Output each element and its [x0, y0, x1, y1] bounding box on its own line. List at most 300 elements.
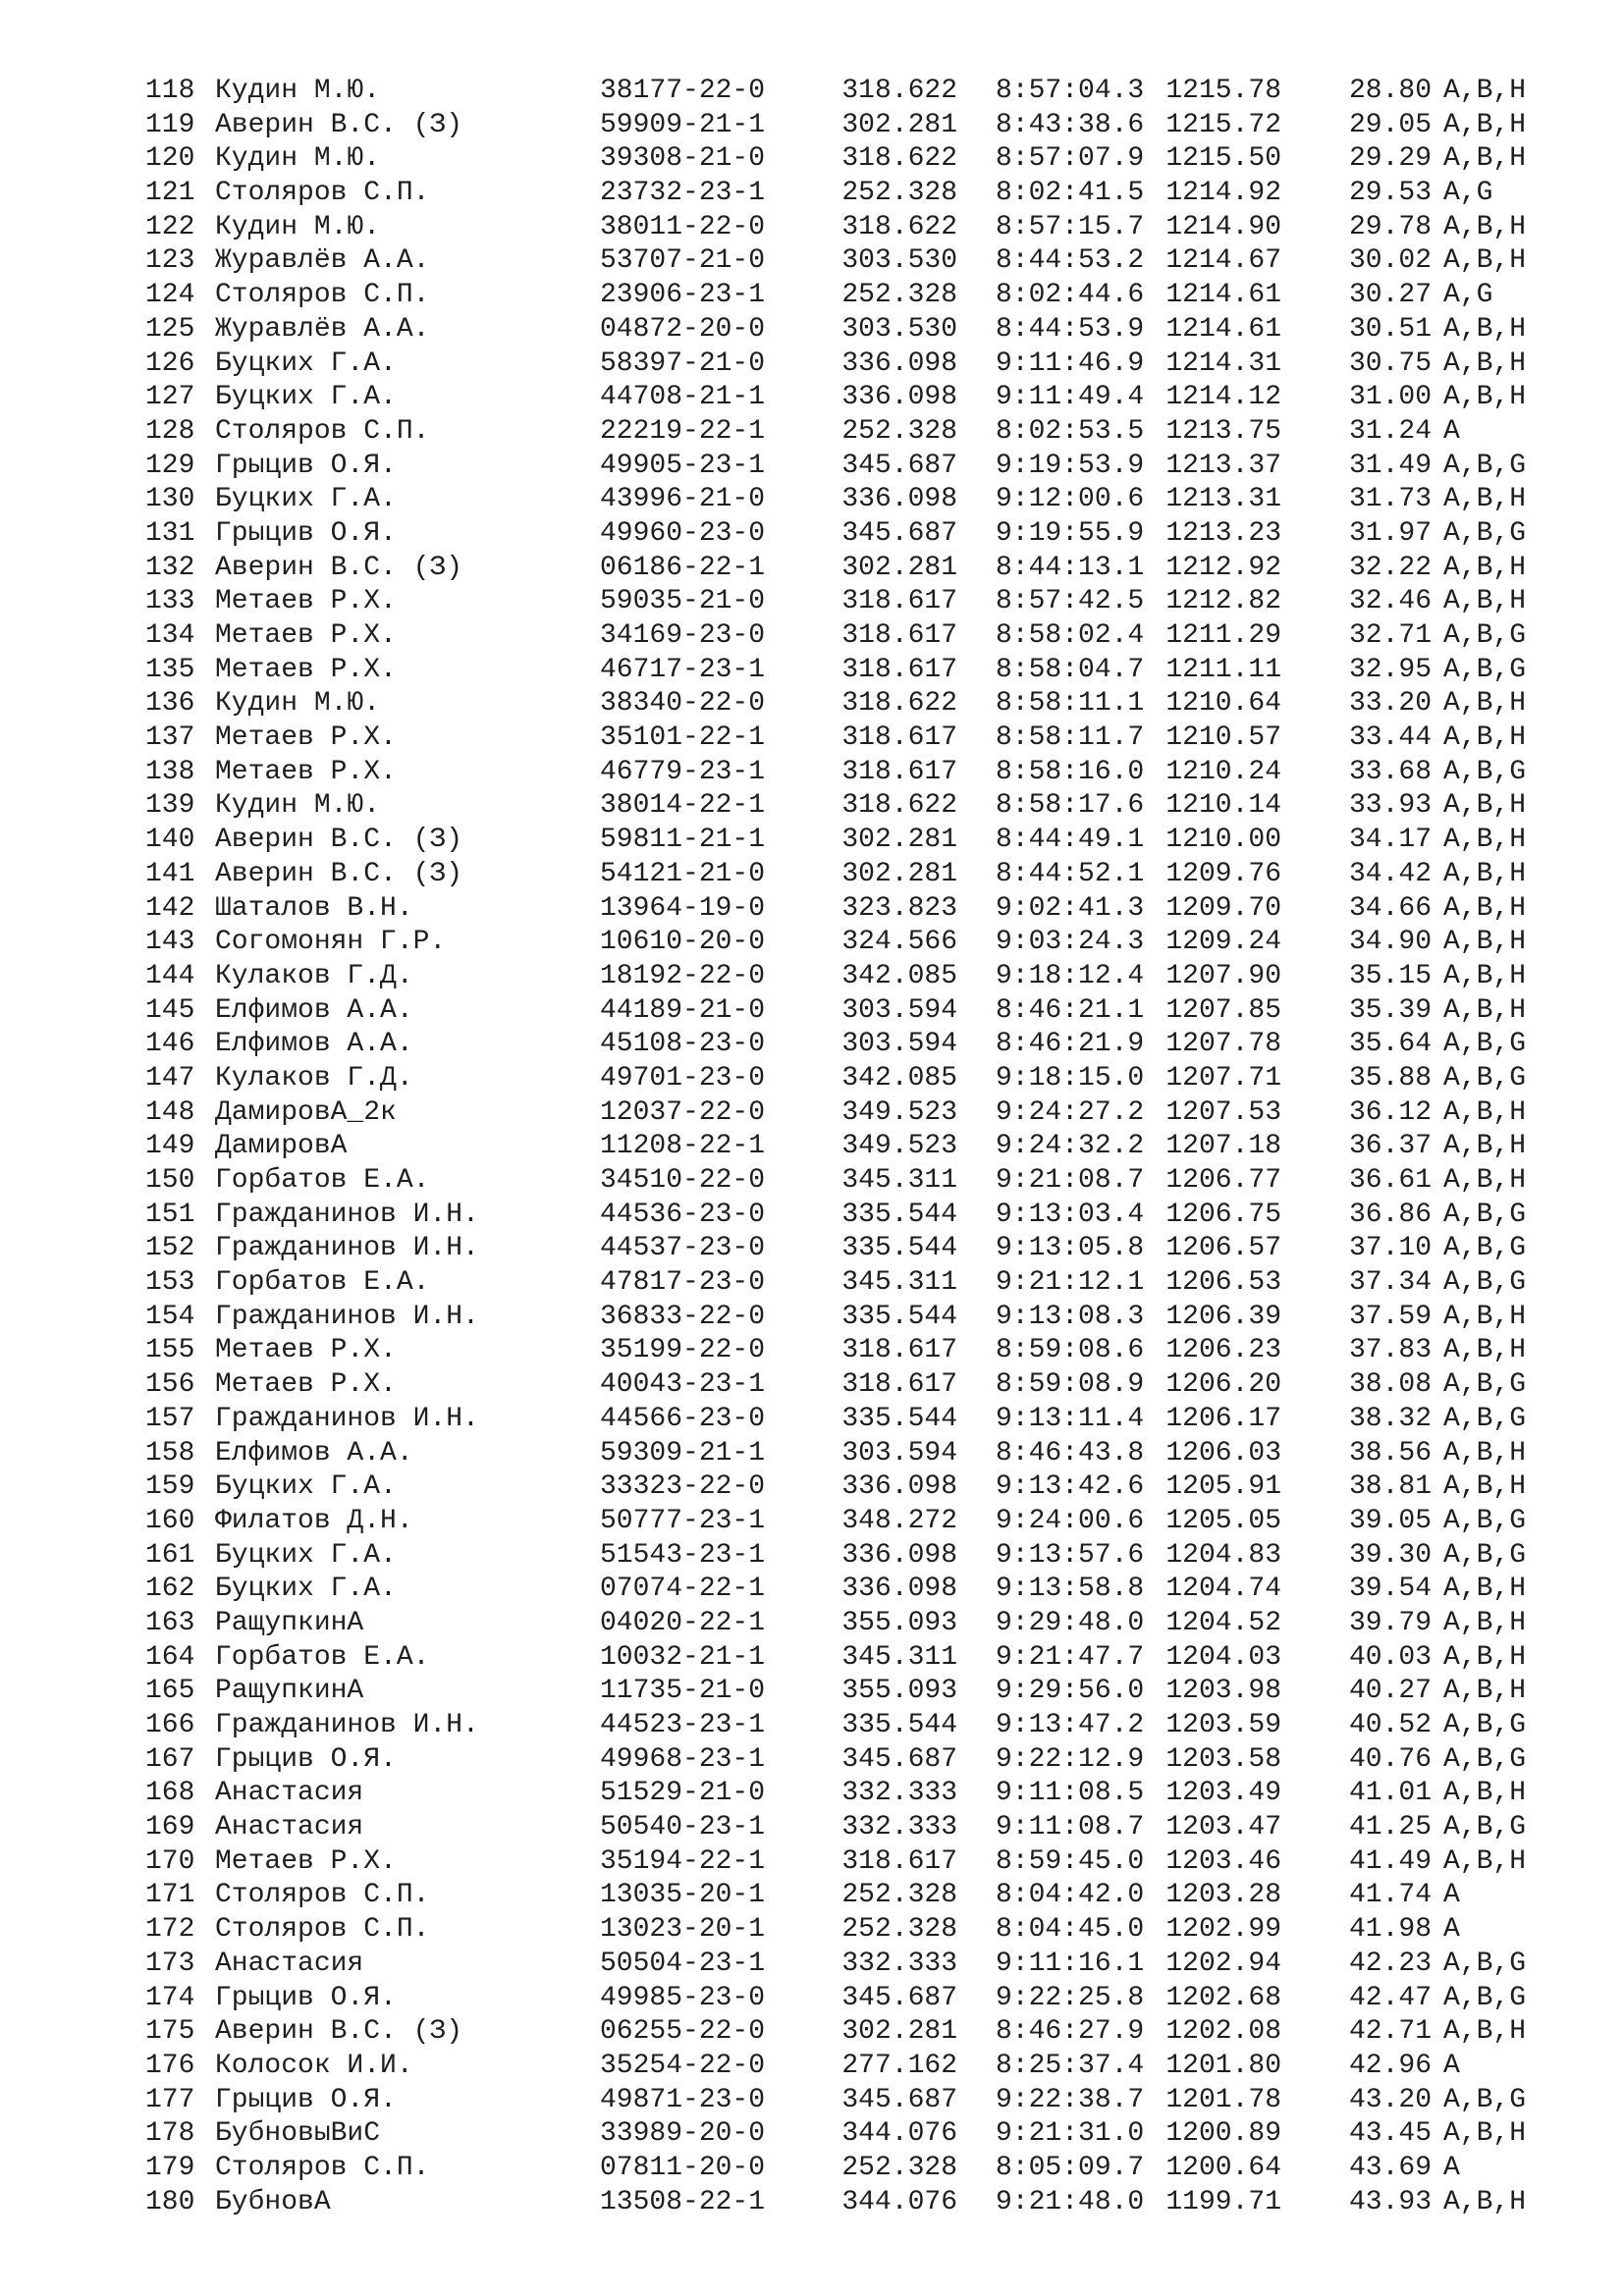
fancier-name: ДамировА_2к [215, 1096, 397, 1128]
category-codes: A,B,H [1443, 2186, 1527, 2217]
table-row [145, 1641, 1559, 1676]
table-row [145, 1301, 1559, 1335]
coefficient-value: 35.64 [1348, 1029, 1432, 1060]
arrival-time: 9:24:27.2 [996, 1096, 1145, 1128]
category-codes: A,B,H [1443, 722, 1527, 754]
fancier-name: Столяров С.П. [215, 2152, 430, 2183]
ring-number: 35199-22-0 [600, 1335, 766, 1366]
place-number: 121 [145, 178, 195, 209]
arrival-time: 8:57:15.7 [996, 211, 1145, 242]
arrival-time: 8:46:27.9 [996, 2016, 1145, 2048]
speed-value: 1206.39 [1165, 1301, 1281, 1332]
category-codes: A,B,H [1443, 1131, 1527, 1162]
speed-value: 1214.31 [1165, 347, 1281, 379]
arrival-time: 9:22:25.8 [996, 1982, 1145, 2013]
table-row [145, 75, 1559, 109]
fancier-name: Журавлёв А.А. [215, 245, 430, 277]
speed-value: 1215.78 [1165, 76, 1281, 106]
place-number: 176 [145, 2050, 195, 2081]
category-codes: A,B,H [1443, 2118, 1527, 2150]
fancier-name: ДамировА [215, 1131, 348, 1162]
table-row [145, 483, 1559, 517]
speed-value: 1207.18 [1165, 1131, 1281, 1162]
speed-value: 1205.91 [1165, 1471, 1281, 1503]
fancier-name: Гражданинов И.Н. [215, 1233, 479, 1264]
category-codes: A [1443, 2152, 1460, 2183]
speed-value: 1214.61 [1165, 280, 1281, 311]
arrival-time: 9:13:42.6 [996, 1471, 1145, 1503]
table-row [145, 109, 1559, 143]
ring-number: 59035-21-0 [600, 586, 766, 617]
distance-value: 348.272 [841, 1505, 957, 1536]
place-number: 169 [145, 1812, 195, 1843]
coefficient-value: 40.76 [1348, 1743, 1432, 1775]
speed-value: 1206.57 [1165, 1233, 1281, 1264]
coefficient-value: 33.44 [1348, 722, 1432, 754]
table-row [145, 2050, 1559, 2084]
coefficient-value: 34.66 [1348, 892, 1432, 924]
fancier-name: Метаев Р.Х. [215, 654, 397, 685]
distance-value: 336.098 [841, 1471, 957, 1503]
fancier-name: Журавлёв А.А. [215, 313, 430, 345]
coefficient-value: 28.80 [1348, 76, 1432, 106]
place-number: 122 [145, 211, 195, 242]
arrival-time: 9:02:41.3 [996, 892, 1145, 924]
distance-value: 332.333 [841, 1948, 957, 1979]
table-row [145, 1879, 1559, 1913]
coefficient-value: 30.75 [1348, 347, 1432, 379]
table-row [145, 1368, 1559, 1403]
table-row [145, 654, 1559, 688]
distance-value: 303.594 [841, 1437, 957, 1468]
category-codes: A [1443, 1880, 1460, 1911]
fancier-name: Буцких Г.А. [215, 382, 397, 413]
table-row [145, 211, 1559, 245]
table-row [145, 994, 1559, 1029]
coefficient-value: 31.97 [1348, 517, 1432, 549]
fancier-name: Метаев Р.Х. [215, 1845, 397, 1877]
fancier-name: Кудин М.Ю. [215, 143, 381, 175]
coefficient-value: 37.10 [1348, 1233, 1432, 1264]
fancier-name: Кудин М.Ю. [215, 688, 381, 720]
place-number: 156 [145, 1369, 195, 1401]
distance-value: 335.544 [841, 1301, 957, 1332]
category-codes: A,B,H [1443, 143, 1527, 175]
ring-number: 10032-21-1 [600, 1641, 766, 1673]
fancier-name: Грыцив О.Я. [215, 1982, 397, 2013]
speed-value: 1207.71 [1165, 1062, 1281, 1094]
category-codes: A,B,H [1443, 552, 1527, 583]
fancier-name: Анастасия [215, 1778, 364, 1809]
ring-number: 12037-22-0 [600, 1096, 766, 1128]
coefficient-value: 38.56 [1348, 1437, 1432, 1468]
category-codes: A,B,G [1443, 1062, 1527, 1094]
table-row [145, 1982, 1559, 2016]
arrival-time: 9:24:32.2 [996, 1131, 1145, 1162]
arrival-time: 8:46:21.1 [996, 994, 1145, 1026]
coefficient-value: 29.29 [1348, 143, 1432, 175]
speed-value: 1202.94 [1165, 1948, 1281, 1979]
fancier-name: Аверин В.С. (З) [215, 858, 463, 889]
coefficient-value: 38.08 [1348, 1369, 1432, 1401]
distance-value: 303.530 [841, 313, 957, 345]
fancier-name: Аверин В.С. (З) [215, 825, 463, 856]
place-number: 174 [145, 1982, 195, 2013]
table-row [145, 1470, 1559, 1505]
speed-value: 1207.85 [1165, 994, 1281, 1026]
distance-value: 355.093 [841, 1676, 957, 1707]
ring-number: 23906-23-1 [600, 280, 766, 311]
arrival-time: 8:46:43.8 [996, 1437, 1145, 1468]
coefficient-value: 31.73 [1348, 484, 1432, 515]
distance-value: 349.523 [841, 1096, 957, 1128]
distance-value: 345.311 [841, 1641, 957, 1673]
distance-value: 318.622 [841, 211, 957, 242]
fancier-name: Елфимов А.А. [215, 994, 413, 1026]
fancier-name: Гражданинов И.Н. [215, 1710, 479, 1740]
ring-number: 46779-23-1 [600, 756, 766, 787]
category-codes: A,B,G [1443, 1369, 1527, 1401]
distance-value: 345.311 [841, 1165, 957, 1196]
arrival-time: 8:04:45.0 [996, 1914, 1145, 1946]
category-codes: A,B,H [1443, 1096, 1527, 1128]
speed-value: 1209.70 [1165, 892, 1281, 924]
speed-value: 1199.71 [1165, 2186, 1281, 2217]
coefficient-value: 37.83 [1348, 1335, 1432, 1366]
distance-value: 342.085 [841, 1062, 957, 1094]
speed-value: 1203.28 [1165, 1880, 1281, 1911]
ring-number: 33323-22-0 [600, 1471, 766, 1503]
ring-number: 33989-20-0 [600, 2118, 766, 2150]
speed-value: 1206.23 [1165, 1335, 1281, 1366]
distance-value: 345.687 [841, 2084, 957, 2115]
distance-value: 342.085 [841, 960, 957, 991]
coefficient-value: 43.93 [1348, 2186, 1432, 2217]
category-codes: A,B,G [1443, 1233, 1527, 1264]
distance-value: 323.823 [841, 892, 957, 924]
category-codes: A [1443, 2050, 1460, 2081]
fancier-name: Столяров С.П. [215, 280, 430, 311]
place-number: 173 [145, 1948, 195, 1979]
fancier-name: Кудин М.Ю. [215, 790, 381, 822]
fancier-name: Столяров С.П. [215, 178, 430, 209]
place-number: 153 [145, 1267, 195, 1299]
category-codes: A,B,H [1443, 1676, 1527, 1707]
distance-value: 355.093 [841, 1607, 957, 1638]
arrival-time: 8:46:21.9 [996, 1029, 1145, 1060]
distance-value: 302.281 [841, 858, 957, 889]
table-row [145, 1437, 1559, 1471]
category-codes: A,B,H [1443, 347, 1527, 379]
coefficient-value: 35.39 [1348, 994, 1432, 1026]
speed-value: 1209.24 [1165, 927, 1281, 958]
arrival-time: 9:22:12.9 [996, 1743, 1145, 1775]
distance-value: 318.617 [841, 722, 957, 754]
category-codes: A,B,G [1443, 1029, 1527, 1060]
fancier-name: Буцких Г.А. [215, 1471, 397, 1503]
coefficient-value: 32.95 [1348, 654, 1432, 685]
fancier-name: РащупкинА [215, 1676, 364, 1707]
category-codes: A,B,H [1443, 586, 1527, 617]
ring-number: 53707-21-0 [600, 245, 766, 277]
coefficient-value: 32.22 [1348, 552, 1432, 583]
coefficient-value: 40.52 [1348, 1710, 1432, 1740]
fancier-name: Гражданинов И.Н. [215, 1403, 479, 1434]
fancier-name: Метаев Р.Х. [215, 722, 397, 754]
coefficient-value: 42.96 [1348, 2050, 1432, 2081]
distance-value: 252.328 [841, 1914, 957, 1946]
table-row [145, 1573, 1559, 1607]
arrival-time: 9:19:53.9 [996, 450, 1145, 481]
coefficient-value: 40.27 [1348, 1676, 1432, 1707]
speed-value: 1204.03 [1165, 1641, 1281, 1673]
fancier-name: Аверин В.С. (З) [215, 552, 463, 583]
distance-value: 324.566 [841, 927, 957, 958]
category-codes: A,B,G [1443, 620, 1527, 651]
distance-value: 303.594 [841, 994, 957, 1026]
category-codes: A,B,H [1443, 892, 1527, 924]
category-codes: A,B,H [1443, 858, 1527, 889]
coefficient-value: 34.90 [1348, 927, 1432, 958]
place-number: 159 [145, 1471, 195, 1503]
table-row [145, 926, 1559, 960]
ring-number: 49871-23-0 [600, 2084, 766, 2115]
place-number: 177 [145, 2084, 195, 2115]
place-number: 133 [145, 586, 195, 617]
arrival-time: 8:25:37.4 [996, 2050, 1145, 2081]
fancier-name: Кудин М.Ю. [215, 76, 381, 106]
place-number: 139 [145, 790, 195, 822]
category-codes: A,B,H [1443, 211, 1527, 242]
distance-value: 336.098 [841, 347, 957, 379]
ring-number: 10610-20-0 [600, 927, 766, 958]
distance-value: 335.544 [841, 1403, 957, 1434]
ring-number: 39308-21-0 [600, 143, 766, 175]
fancier-name: Горбатов Е.А. [215, 1165, 430, 1196]
speed-value: 1206.75 [1165, 1199, 1281, 1230]
coefficient-value: 29.78 [1348, 211, 1432, 242]
ring-number: 07074-22-1 [600, 1574, 766, 1605]
ring-number: 44536-23-0 [600, 1199, 766, 1230]
table-row [145, 1709, 1559, 1743]
ring-number: 36833-22-0 [600, 1301, 766, 1332]
arrival-time: 9:22:38.7 [996, 2084, 1145, 2115]
arrival-time: 9:13:05.8 [996, 1233, 1145, 1264]
table-row [145, 1811, 1559, 1845]
category-codes: A,B,G [1443, 654, 1527, 685]
speed-value: 1210.64 [1165, 688, 1281, 720]
category-codes: A,B,G [1443, 1710, 1527, 1740]
table-row [145, 2084, 1559, 2118]
category-codes: A,B,H [1443, 1574, 1527, 1605]
distance-value: 336.098 [841, 1539, 957, 1571]
coefficient-value: 30.27 [1348, 280, 1432, 311]
category-codes: A,G [1443, 280, 1493, 311]
fancier-name: Аверин В.С. (З) [215, 109, 463, 140]
ring-number: 38014-22-1 [600, 790, 766, 822]
arrival-time: 8:44:49.1 [996, 825, 1145, 856]
category-codes: A,B,G [1443, 1199, 1527, 1230]
place-number: 175 [145, 2016, 195, 2048]
place-number: 146 [145, 1029, 195, 1060]
ring-number: 51529-21-0 [600, 1778, 766, 1809]
coefficient-value: 41.01 [1348, 1778, 1432, 1809]
place-number: 180 [145, 2186, 195, 2217]
ring-number: 54121-21-0 [600, 858, 766, 889]
distance-value: 318.622 [841, 688, 957, 720]
fancier-name: Буцких Г.А. [215, 1574, 397, 1605]
category-codes: A,B,G [1443, 1267, 1527, 1299]
place-number: 129 [145, 450, 195, 481]
place-number: 126 [145, 347, 195, 379]
table-row [145, 585, 1559, 619]
category-codes: A,B,G [1443, 1403, 1527, 1434]
distance-value: 318.622 [841, 790, 957, 822]
distance-value: 277.162 [841, 2050, 957, 2081]
speed-value: 1200.89 [1165, 2118, 1281, 2150]
place-number: 155 [145, 1335, 195, 1366]
coefficient-value: 37.34 [1348, 1267, 1432, 1299]
ring-number: 18192-22-0 [600, 960, 766, 991]
table-row [145, 756, 1559, 790]
ring-number: 04872-20-0 [600, 313, 766, 345]
table-row [145, 279, 1559, 313]
table-row [145, 2186, 1559, 2220]
speed-value: 1204.74 [1165, 1574, 1281, 1605]
place-number: 132 [145, 552, 195, 583]
category-codes: A,B,G [1443, 1948, 1527, 1979]
table-row [145, 1164, 1559, 1199]
ring-number: 13508-22-1 [600, 2186, 766, 2217]
fancier-name: БубновыВиС [215, 2118, 381, 2150]
table-row [145, 1607, 1559, 1641]
table-row [145, 1675, 1559, 1709]
ring-number: 49701-23-0 [600, 1062, 766, 1094]
category-codes: A,B,G [1443, 1743, 1527, 1775]
fancier-name: Столяров С.П. [215, 415, 430, 447]
category-codes: A,B,H [1443, 382, 1527, 413]
speed-value: 1203.49 [1165, 1778, 1281, 1809]
fancier-name: Колосок И.И. [215, 2050, 413, 2081]
arrival-time: 8:59:08.6 [996, 1335, 1145, 1366]
distance-value: 318.617 [841, 1845, 957, 1877]
table-row [145, 2015, 1559, 2050]
place-number: 128 [145, 415, 195, 447]
speed-value: 1210.57 [1165, 722, 1281, 754]
coefficient-value: 35.15 [1348, 960, 1432, 991]
distance-value: 302.281 [841, 825, 957, 856]
place-number: 118 [145, 76, 195, 106]
distance-value: 336.098 [841, 382, 957, 413]
table-row [145, 313, 1559, 347]
fancier-name: Согомонян Г.Р. [215, 927, 447, 958]
arrival-time: 9:11:46.9 [996, 347, 1145, 379]
fancier-name: Кулаков Г.Д. [215, 1062, 413, 1094]
coefficient-value: 39.30 [1348, 1539, 1432, 1571]
category-codes: A,G [1443, 178, 1493, 209]
speed-value: 1213.37 [1165, 450, 1281, 481]
coefficient-value: 38.81 [1348, 1471, 1432, 1503]
coefficient-value: 43.69 [1348, 2152, 1432, 2183]
table-row [145, 1777, 1559, 1811]
ring-number: 59309-21-1 [600, 1437, 766, 1468]
place-number: 157 [145, 1403, 195, 1434]
speed-value: 1210.14 [1165, 790, 1281, 822]
place-number: 134 [145, 620, 195, 651]
speed-value: 1207.78 [1165, 1029, 1281, 1060]
place-number: 179 [145, 2152, 195, 2183]
ring-number: 06186-22-1 [600, 552, 766, 583]
place-number: 142 [145, 892, 195, 924]
category-codes: A,B,H [1443, 1845, 1527, 1877]
place-number: 130 [145, 484, 195, 515]
coefficient-value: 31.49 [1348, 450, 1432, 481]
ring-number: 22219-22-1 [600, 415, 766, 447]
arrival-time: 8:44:53.9 [996, 313, 1145, 345]
fancier-name: Столяров С.П. [215, 1914, 430, 1946]
fancier-name: БубновА [215, 2186, 331, 2217]
coefficient-value: 34.42 [1348, 858, 1432, 889]
fancier-name: Анастасия [215, 1812, 364, 1843]
place-number: 178 [145, 2118, 195, 2150]
fancier-name: Гражданинов И.Н. [215, 1199, 479, 1230]
table-row [145, 347, 1559, 382]
arrival-time: 8:02:41.5 [996, 178, 1145, 209]
distance-value: 302.281 [841, 552, 957, 583]
category-codes: A,B,H [1443, 1607, 1527, 1638]
arrival-time: 8:44:13.1 [996, 552, 1145, 583]
ring-number: 43996-21-0 [600, 484, 766, 515]
ring-number: 44537-23-0 [600, 1233, 766, 1264]
coefficient-value: 39.54 [1348, 1574, 1432, 1605]
coefficient-value: 36.37 [1348, 1131, 1432, 1162]
place-number: 164 [145, 1641, 195, 1673]
table-row [145, 2117, 1559, 2152]
ring-number: 13035-20-1 [600, 1880, 766, 1911]
place-number: 158 [145, 1437, 195, 1468]
category-codes: A,B,H [1443, 825, 1527, 856]
arrival-time: 9:21:31.0 [996, 2118, 1145, 2150]
category-codes: A,B,H [1443, 2016, 1527, 2048]
speed-value: 1203.58 [1165, 1743, 1281, 1775]
arrival-time: 9:03:24.3 [996, 927, 1145, 958]
fancier-name: Метаев Р.Х. [215, 756, 397, 787]
distance-value: 332.333 [841, 1778, 957, 1809]
coefficient-value: 39.05 [1348, 1505, 1432, 1536]
speed-value: 1209.76 [1165, 858, 1281, 889]
speed-value: 1205.05 [1165, 1505, 1281, 1536]
table-row [145, 960, 1559, 994]
table-row [145, 687, 1559, 721]
place-number: 148 [145, 1096, 195, 1128]
speed-value: 1206.53 [1165, 1267, 1281, 1299]
speed-value: 1203.59 [1165, 1710, 1281, 1740]
category-codes: A [1443, 1914, 1460, 1946]
place-number: 165 [145, 1676, 195, 1707]
category-codes: A,B,G [1443, 2084, 1527, 2115]
speed-value: 1214.92 [1165, 178, 1281, 209]
arrival-time: 8:57:42.5 [996, 586, 1145, 617]
fancier-name: Столяров С.П. [215, 1880, 430, 1911]
place-number: 168 [145, 1778, 195, 1809]
coefficient-value: 35.88 [1348, 1062, 1432, 1094]
category-codes: A,B,H [1443, 960, 1527, 991]
speed-value: 1200.64 [1165, 2152, 1281, 2183]
fancier-name: Метаев Р.Х. [215, 1335, 397, 1366]
place-number: 167 [145, 1743, 195, 1775]
speed-value: 1212.92 [1165, 552, 1281, 583]
category-codes: A,B,G [1443, 1812, 1527, 1843]
